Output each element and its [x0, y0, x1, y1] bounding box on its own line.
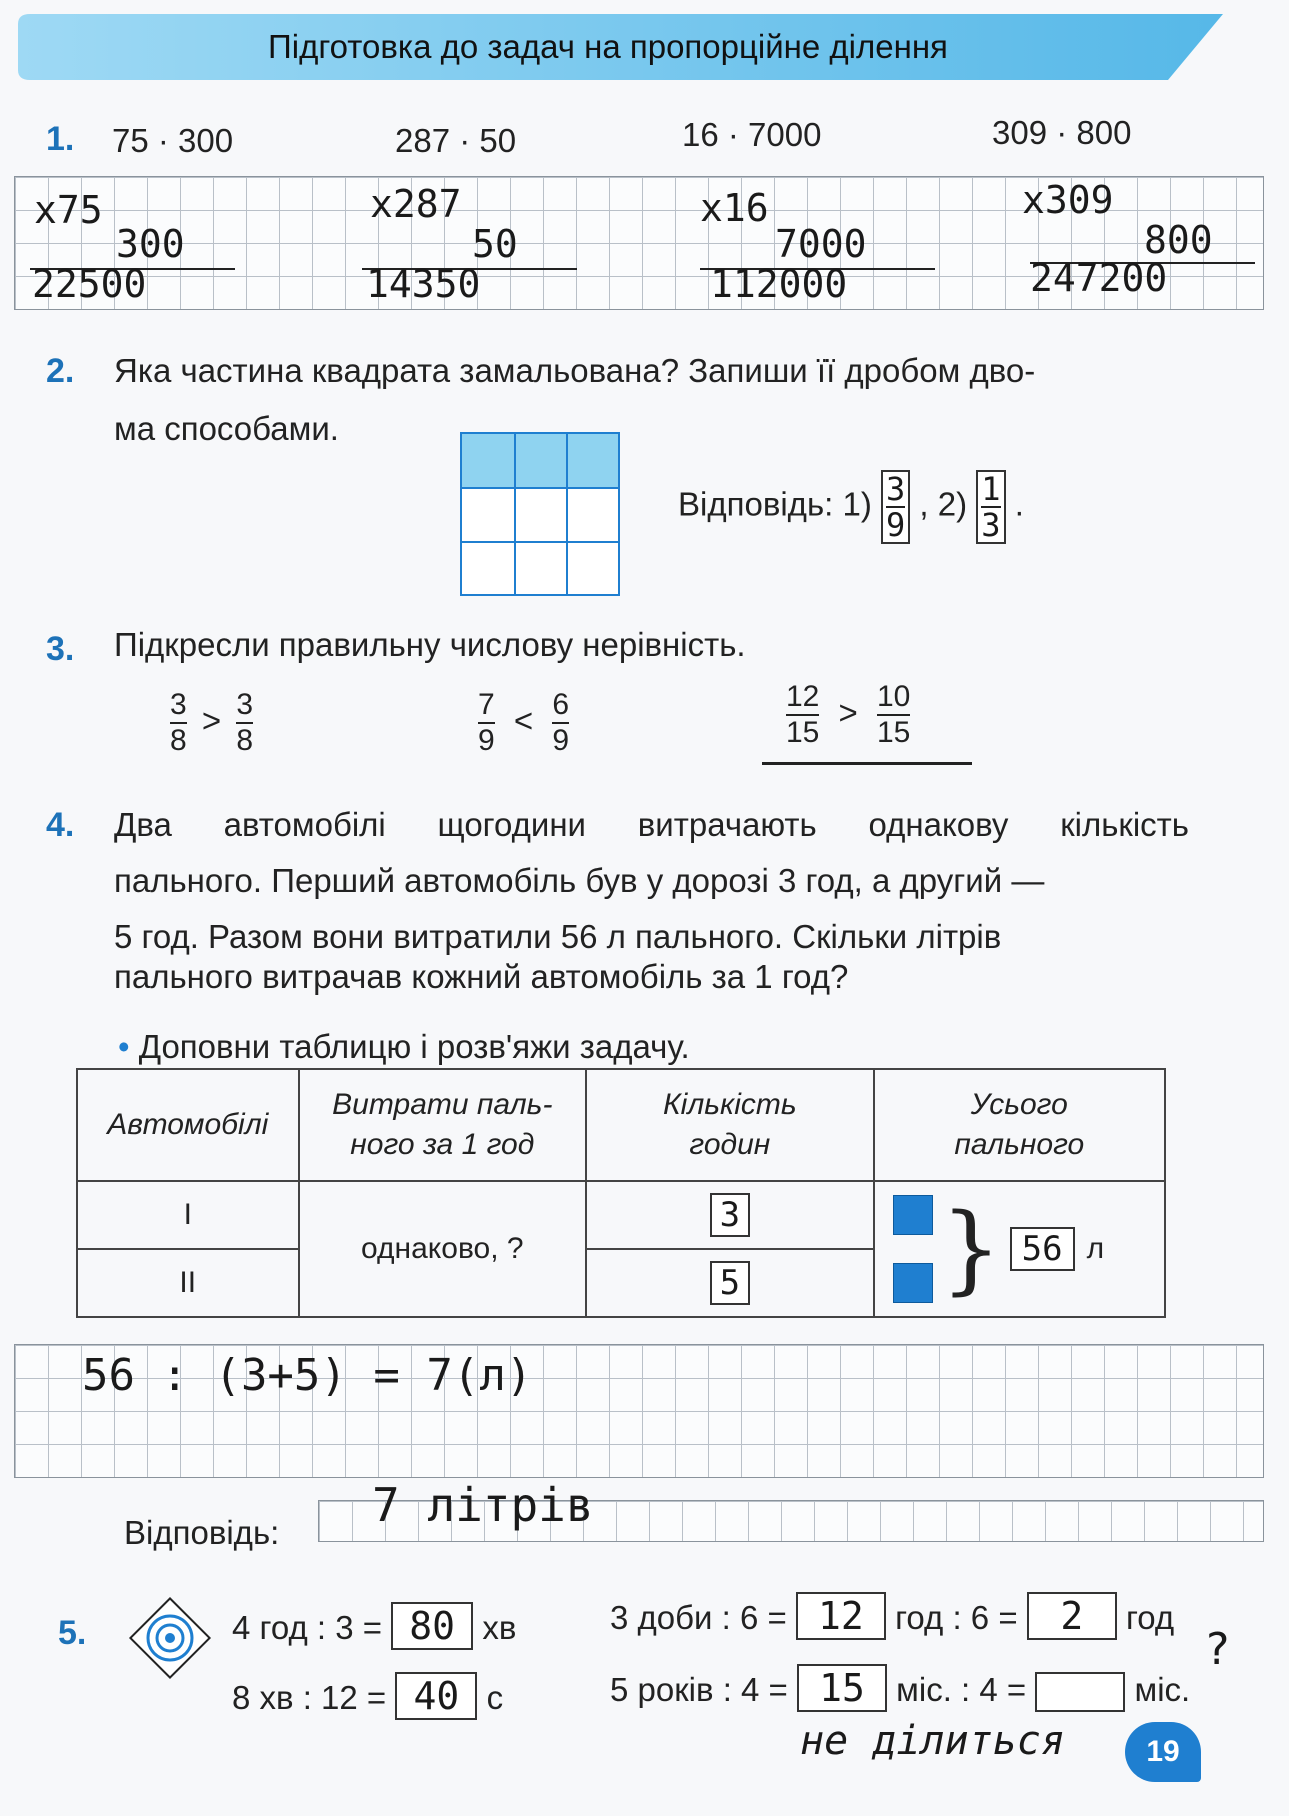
underline-mark: [762, 762, 972, 765]
task-2-answer-label: Відповідь: 1): [678, 485, 872, 523]
answer-1-num: 3: [885, 470, 906, 508]
task-2-answer: [678, 470, 1024, 544]
shaded-square: [460, 432, 620, 596]
task-3-number: 3.: [46, 630, 75, 668]
hw-4-r: 247200: [1030, 256, 1168, 300]
hw-1-b: 300: [116, 222, 185, 266]
answer-2-box[interactable]: [976, 470, 1005, 544]
answer-1-box[interactable]: [881, 470, 910, 544]
target-icon: [122, 1590, 218, 1686]
task-3-text: Підкресли правильну числову нерівність.: [114, 626, 746, 663]
hw-3-a: x16: [700, 186, 769, 230]
col-consumption: Витрати паль- ного за 1 год: [299, 1069, 587, 1181]
fuel-table: [76, 1068, 1166, 1318]
task-4-answer: 7 літрів: [372, 1478, 594, 1532]
hw-2-r: 14350: [366, 262, 481, 306]
task-4-bullet: • Доповни таблицю і розв'яжи задачу.: [118, 1028, 690, 1065]
task-2-sep: , 2): [919, 485, 968, 523]
task-2-number: 2.: [46, 352, 75, 390]
task-5-line-2: 8 хв : 12 = 40 с: [232, 1674, 504, 1718]
task-1-expr-4: 309 · 800: [992, 114, 1132, 151]
col-cars: Автомобілі: [77, 1069, 299, 1181]
col-hours: Кількість годин: [586, 1069, 873, 1181]
total-box[interactable]: 56: [1010, 1227, 1075, 1271]
inequality-3[interactable]: $\frac{12}{15}$ > $\frac{10}{15}$: [786, 680, 911, 749]
hours-2-cell: [586, 1249, 873, 1317]
inequality-1[interactable]: $\frac{3}{8}$ > $\frac{3}{8}$: [170, 688, 253, 757]
task-5-number: 5.: [58, 1614, 87, 1652]
task-4-line-4: пального витрачав кожний автомобіль за 1 год?: [114, 958, 849, 995]
task-1-number: 1.: [46, 120, 75, 158]
answer-2-den: 3: [981, 506, 1001, 544]
task-2-end: .: [1014, 485, 1024, 523]
total-cell: [874, 1181, 1165, 1317]
row-1-label: I: [77, 1181, 299, 1249]
solution-handwritten: 56 : (3+5) = 7(л): [82, 1350, 533, 1401]
task-5-line-1: 4 год : 3 = 80 хв: [232, 1604, 517, 1648]
brace: }: [940, 1193, 1002, 1305]
hours-1-cell: [586, 1181, 873, 1249]
hw-4-b: 800: [1144, 218, 1213, 262]
task-5-box-6[interactable]: [1035, 1672, 1125, 1712]
task-2-text-1: Яка частина квадрата замальована? Запиши її дробом дво-: [114, 352, 1036, 389]
hours-1-box[interactable]: 3: [710, 1193, 750, 1237]
task-4-line-3: 5 год. Разом вони витратили 56 л пального. Скільки літрів: [114, 918, 1002, 955]
col-total: Усього пального: [874, 1069, 1165, 1181]
page-title: Підготовка до задач на пропорційне ділення: [268, 28, 948, 65]
task-5-box-4[interactable]: 2: [1027, 1592, 1117, 1640]
answer-1-den: 9: [885, 506, 906, 544]
task-4-line-2: пального. Перший автомобіль був у дорозі 3 год, а другий —: [114, 862, 1045, 899]
task-5-box-5[interactable]: 15: [797, 1664, 887, 1712]
task-1-expr-2: 287 · 50: [395, 122, 517, 159]
hw-4-a: x309: [1022, 178, 1114, 222]
task-5-line-3: 3 доби : 6 = 12 год : 6 = 2 год: [610, 1594, 1175, 1638]
title-banner: [18, 14, 1228, 80]
unit: л: [1086, 1232, 1105, 1265]
blue-square-2: [893, 1263, 933, 1303]
answer-2-num: 1: [981, 470, 1001, 508]
row-2-label: II: [77, 1249, 299, 1317]
task-1-expr-3: 16 · 7000: [682, 116, 822, 153]
task-5-box-2[interactable]: 40: [395, 1672, 477, 1720]
task-5-line-4: 5 років : 4 = 15 міс. : 4 = міс.: [610, 1664, 1190, 1712]
blue-square-1: [893, 1195, 933, 1235]
task-5-box-1[interactable]: 80: [391, 1602, 473, 1650]
task-4-line-1: Два автомобілі щогодини витрачають однакову кількість: [114, 806, 1189, 843]
hw-3-r: 112000: [710, 262, 848, 306]
inequality-2[interactable]: $\frac{7}{9}$ < $\frac{6}{9}$: [478, 688, 569, 757]
hw-2-b: 50: [472, 222, 518, 266]
task-4-answer-label: Відповідь:: [124, 1514, 280, 1551]
hw-2-a: x287: [370, 182, 462, 226]
hw-1-r: 22500: [32, 262, 147, 306]
hours-2-box[interactable]: 5: [710, 1261, 750, 1305]
question-mark: ?: [1204, 1624, 1231, 1675]
task-1-expr-1: 75 · 300: [112, 122, 234, 159]
task-5-box-3[interactable]: 12: [796, 1592, 886, 1640]
hw-3-b: 7000: [775, 222, 867, 266]
same-cell: однаково, ?: [299, 1181, 587, 1317]
page-number: 19: [1125, 1722, 1201, 1782]
task-2-text-2: ма способами.: [114, 410, 339, 447]
shaded-row: [462, 434, 618, 487]
hw-1-a: x75: [34, 188, 103, 232]
handwritten-note: не ділиться: [800, 1718, 1065, 1764]
task-4-number: 4.: [46, 806, 75, 844]
